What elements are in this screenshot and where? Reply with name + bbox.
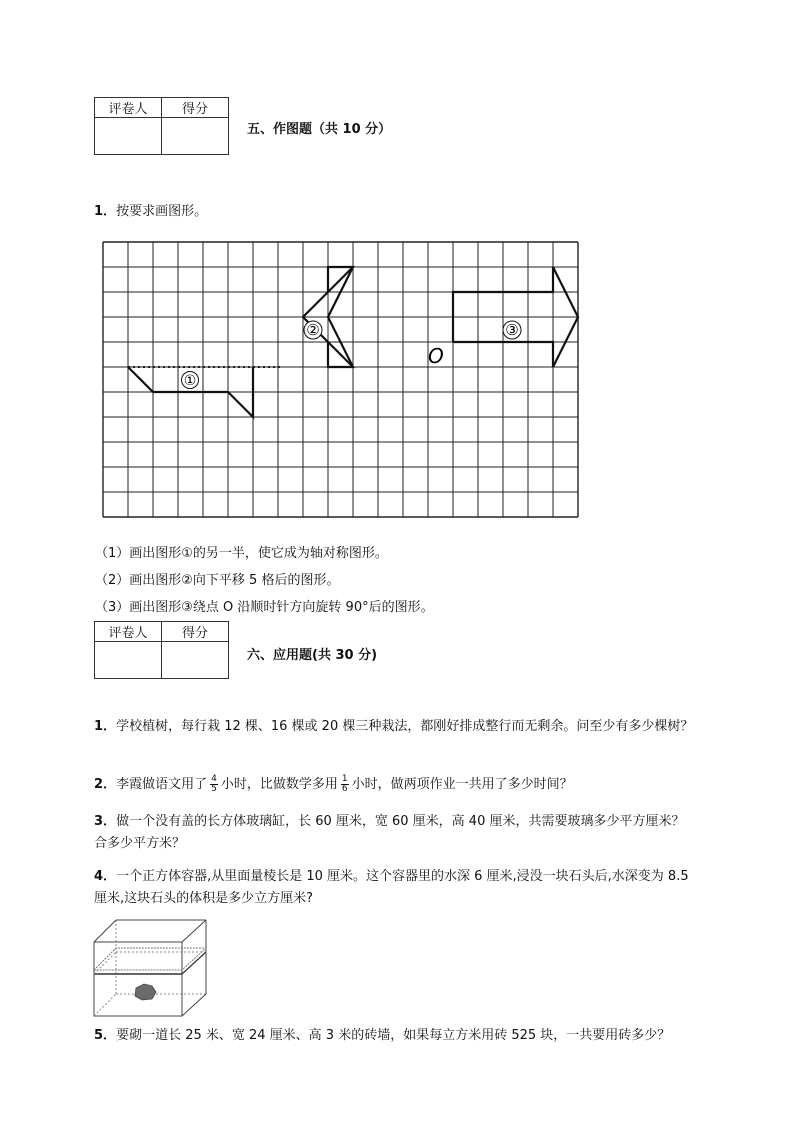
sub-question-1: （1）画出图形①的另一半，使它成为轴对称图形。	[95, 546, 388, 561]
section6-title: 六、应用题(共 30 分)	[247, 648, 378, 663]
grid-lines	[103, 242, 578, 517]
grader-cell[interactable]	[95, 642, 162, 679]
score-cell[interactable]	[162, 642, 229, 679]
shape2-label: ②	[306, 321, 320, 339]
point-o-label: O	[428, 344, 444, 368]
q6-1-text: 学校植树，每行栽 12 棵、16 棵或 20 棵三种栽法，都刚好排成整行而无剩余。问至少有多少棵树？	[116, 719, 694, 734]
grader-cell[interactable]	[95, 118, 162, 155]
q6-5-number: 5	[94, 1028, 104, 1043]
q6-2-pre: 李霞做语文用了	[116, 777, 208, 792]
section5-title: 五、作图题（共 10 分）	[247, 122, 392, 137]
fraction-1-6: $\frac{1}{6}$	[341, 774, 348, 794]
score-cell[interactable]	[162, 118, 229, 155]
q6-4-line1: 一个正方体容器,从里面量棱长是 10 厘米。这个容器里的水深 6 厘米,浸没一块石头后,水深变为 8.5	[116, 869, 689, 884]
grader-header: 评卷人	[95, 622, 162, 642]
sub-question-3: （3）画出图形③绕点 O 沿顺时针方向旋转 90°后的图形。	[95, 600, 434, 615]
q6-1: 1．学校植树，每行栽 12 棵、16 棵或 20 棵三种栽法，都刚好排成整行而无剩余。问至少有多少棵树？	[94, 719, 694, 734]
score-header: 得分	[162, 98, 229, 118]
cube-container-illustration	[92, 918, 210, 1018]
shape1-label: ①	[183, 373, 197, 389]
sub-question-2: （2）画出图形②向下平移 5 格后的图形。	[95, 573, 340, 588]
q6-5: 5．要砌一道长 25 米、宽 24 厘米、高 3 米的砖墙，如果每立方米用砖 525 块，一共要用砖多少？	[94, 1028, 671, 1043]
fraction-4-5: $\frac{4}{5}$	[211, 774, 217, 794]
q6-5-text: 要砌一道长 25 米、宽 24 厘米、高 3 米的砖墙，如果每立方米用砖 525 块，一共要用砖多少？	[116, 1028, 671, 1043]
q6-1-number: 1	[94, 719, 104, 734]
grader-header: 评卷人	[95, 98, 162, 118]
stone-icon	[135, 984, 156, 1000]
q6-4-line2: 厘米,这块石头的体积是多少立方厘米?	[94, 891, 314, 906]
score-table-1	[94, 97, 229, 155]
shape3-label: ③	[505, 321, 519, 339]
q6-2-post: 小时，做两项作业一共用了多少时间？	[351, 777, 573, 792]
q6-4-number: 4	[94, 869, 104, 884]
q5-1-number: 1	[94, 204, 104, 219]
q5-1: 1．按要求画图形。	[94, 204, 208, 219]
score-table-2	[94, 621, 229, 679]
q6-3-line2: 合多少平方米？	[94, 836, 186, 851]
q6-3-number: 3	[94, 814, 104, 829]
drawing-grid[interactable]	[100, 240, 580, 520]
q6-3: 3．做一个没有盖的长方体玻璃缸，长 60 厘米，宽 60 厘米，高 40 厘米，共需要玻璃多少平方厘米？ 合多少平方米？	[94, 811, 684, 855]
q6-3-line1: 做一个没有盖的长方体玻璃缸，长 60 厘米，宽 60 厘米，高 40 厘米，共需要玻璃多少平方厘米？	[116, 814, 685, 829]
q6-2: 2．李霞做语文用了 $\frac{4}{5}$ 小时，比做数学多用 $\frac{1}{6}$ 小时，做两项作业一共用了多少时间？	[94, 774, 573, 794]
q6-2-number: 2	[94, 777, 104, 792]
score-header: 得分	[162, 622, 229, 642]
q6-4: 4．一个正方体容器,从里面量棱长是 10 厘米。这个容器里的水深 6 厘米,浸没一块石头后,水深变为 8.5 厘米,这块石头的体积是多少立方厘米?	[94, 866, 689, 910]
q6-2-mid: 小时，比做数学多用	[220, 777, 338, 792]
q5-1-text: 按要求画图形。	[116, 204, 208, 219]
